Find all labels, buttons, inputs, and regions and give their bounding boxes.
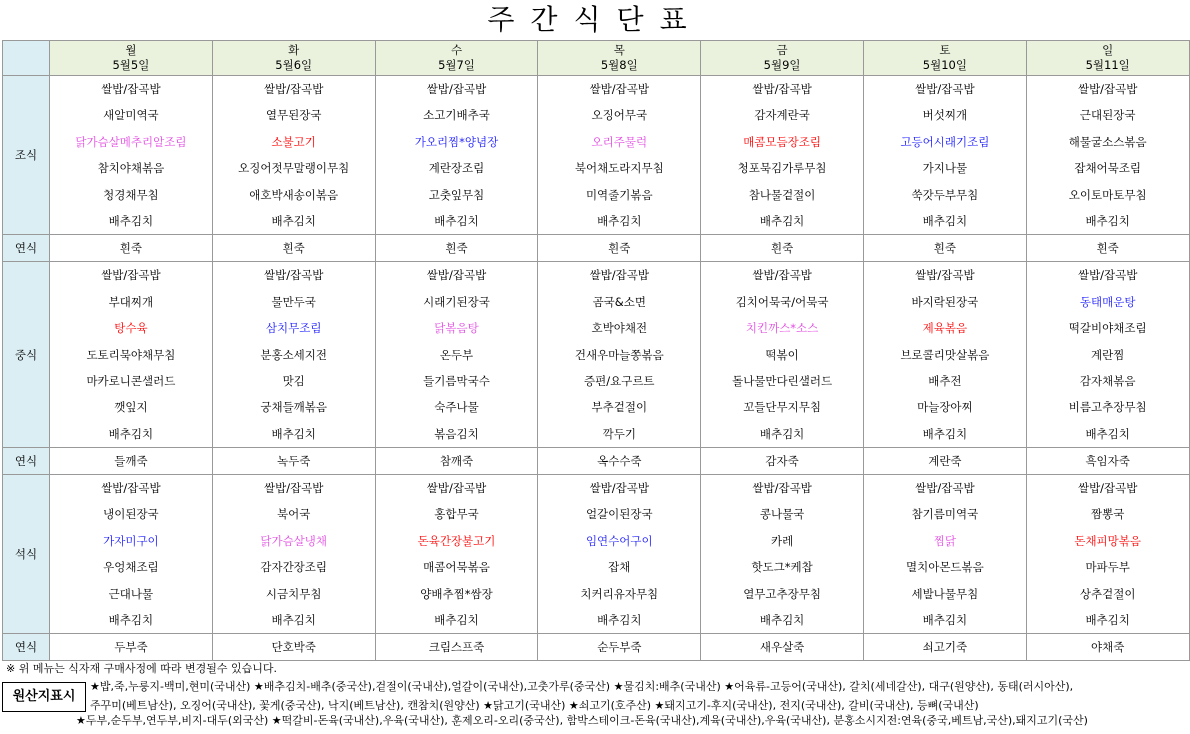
menu-item: 배추김치	[271, 426, 316, 441]
menu-item: 쌀밥/잡곡밥	[101, 82, 161, 96]
origin-text-line-1	[90, 678, 1073, 713]
menu-item: 볶음김치	[434, 426, 479, 441]
menu-item: 배추김치	[108, 613, 154, 628]
menu-item: 닭볶음탕	[434, 321, 479, 336]
menu-item: 궁채들깨볶음	[260, 400, 328, 415]
day-name: 일	[1102, 43, 1114, 57]
menu-item: 닭가슴살메추리알조림	[75, 134, 187, 149]
snack-item: 단호박죽	[212, 634, 375, 661]
origin-text-1b: 주꾸미(베트남산), 오징어(국내산), 꽃게(중국산), 낙지(베트남산), 캔참치(원양산) ★닭고기(국내산) ★쇠고기(호주산) ★돼지고기-후지(국내산), 전지(국내산), 갈비(국내산), 등뼈(국내산)	[90, 699, 979, 712]
menu-item: 꼬들단무지무침	[743, 400, 821, 415]
menu-item: 떡갈비야채조림	[1068, 321, 1147, 336]
day-header	[50, 41, 213, 76]
snack-item: 흑임자죽	[1026, 448, 1189, 475]
meal-label: 연식	[3, 448, 50, 475]
snack3-row	[3, 634, 1190, 661]
menu-cell	[375, 76, 538, 235]
origin-label: 원산지표시	[2, 682, 86, 712]
menu-item: 멸치아몬드볶음	[906, 560, 984, 575]
menu-item: 배추김치	[922, 426, 968, 441]
meal-label: 석식	[3, 475, 50, 634]
origin-text-1a: ★밥,죽,누룽지-백미,현미(국내산) ★배추김치-배추(중국산),겉절이(국내산),얼갈이(국내산),고춧가루(중국산) ★물김치:배추(국내산) ★어육류-고등어(국내산), 갈치(세네갈산), 대구(원양산), 동태(러시아산),	[90, 680, 1074, 693]
menu-cell	[538, 76, 701, 235]
weekly-menu-table	[2, 40, 1190, 661]
menu-cell	[50, 76, 213, 235]
menu-cell	[375, 262, 538, 448]
day-header	[538, 41, 701, 76]
menu-item: 쌀밥/잡곡밥	[589, 82, 649, 96]
day-name: 목	[613, 43, 625, 57]
menu-item: 세발나물무침	[911, 586, 979, 601]
menu-item: 열무된장국	[265, 108, 322, 123]
snack-item: 계란죽	[863, 448, 1026, 475]
menu-item: 배추김치	[1085, 213, 1130, 228]
menu-item: 얼갈이된장국	[585, 507, 653, 522]
menu-item: 배추김치	[1085, 426, 1130, 441]
menu-item: 홍합무국	[434, 507, 479, 522]
menu-item: 쌀밥/잡곡밥	[426, 82, 487, 96]
menu-cell	[375, 475, 538, 634]
menu-item: 숙주나물	[434, 400, 479, 415]
snack-item: 옥수수죽	[538, 448, 701, 475]
menu-item: 도토리묵야채무침	[86, 347, 176, 362]
breakfast-row	[3, 76, 1190, 235]
menu-item: 배추김치	[597, 213, 642, 228]
day-date: 5월7일	[438, 58, 475, 72]
day-header	[701, 41, 864, 76]
menu-item: 닭가슴살냉채	[260, 533, 328, 548]
day-name: 화	[288, 43, 300, 57]
snack-item: 흰죽	[375, 235, 538, 262]
menu-item: 배추김치	[597, 613, 642, 628]
snack-item: 참깨죽	[375, 448, 538, 475]
menu-item: 물만두국	[271, 294, 316, 309]
menu-item: 계란장조림	[428, 161, 485, 176]
menu-cell	[863, 262, 1026, 448]
menu-item: 쌀밥/잡곡밥	[101, 268, 161, 283]
menu-item: 배추김치	[759, 426, 805, 441]
day-date: 5월9일	[763, 58, 801, 72]
menu-item: 쌀밥/잡곡밥	[263, 481, 324, 496]
menu-item: 고춧잎무침	[428, 187, 485, 202]
menu-item: 매콤어묵볶음	[423, 560, 490, 575]
menu-item: 참나물겉절이	[748, 187, 816, 202]
menu-item: 버섯찌개	[922, 108, 968, 123]
meal-label: 중식	[3, 262, 50, 448]
menu-cell	[863, 475, 1026, 634]
corner-cell	[3, 41, 50, 76]
menu-item: 핫도그*케찹	[751, 560, 813, 575]
menu-item: 쌀밥/잡곡밥	[589, 268, 649, 283]
snack-item: 흰죽	[212, 235, 375, 262]
menu-item: 깍두기	[602, 426, 636, 441]
menu-item: 배추김치	[434, 213, 479, 228]
snack-item: 두부죽	[50, 634, 213, 661]
change-notice: ※ 위 메뉴는 식자재 구매사정에 따라 변경될수 있습니다.	[6, 662, 277, 675]
menu-item: 쌀밥/잡곡밥	[752, 82, 812, 96]
menu-cell	[538, 475, 701, 634]
snack-item: 흰죽	[50, 235, 213, 262]
menu-item: 온두부	[439, 347, 474, 362]
menu-item: 쌀밥/잡곡밥	[1077, 481, 1138, 496]
menu-item: 감자채볶음	[1079, 373, 1136, 388]
menu-item: 오징어젓무말랭이무침	[238, 161, 350, 176]
menu-item: 참치야채볶음	[97, 161, 165, 176]
day-date: 5월6일	[275, 58, 313, 72]
day-header	[1026, 41, 1189, 76]
menu-cell	[701, 262, 864, 448]
menu-cell	[1026, 76, 1189, 235]
menu-cell	[212, 475, 375, 634]
menu-item: 건새우마늘쫑볶음	[574, 347, 664, 362]
menu-item: 소불고기	[271, 134, 316, 149]
menu-item: 가지나물	[922, 161, 968, 176]
menu-item: 우엉채조림	[103, 560, 159, 575]
menu-item: 동태매운탕	[1079, 294, 1136, 309]
snack-item: 새우살죽	[701, 634, 864, 661]
menu-item: 바지락된장국	[911, 294, 979, 309]
menu-item: 탕수육	[114, 321, 148, 336]
menu-item: 쌀밥/잡곡밥	[915, 82, 975, 96]
menu-item: 콩나물국	[759, 507, 805, 522]
menu-item: 배추김치	[922, 613, 968, 628]
menu-cell	[50, 475, 213, 634]
menu-item: 애호박새송이볶음	[249, 187, 339, 202]
menu-item: 소고기배추국	[423, 108, 490, 123]
menu-item: 떡볶이	[765, 347, 799, 362]
menu-item: 북어국	[277, 507, 311, 522]
menu-item: 해물굴소스볶음	[1068, 134, 1147, 149]
day-date: 5월8일	[600, 58, 638, 72]
snack-item: 순두부죽	[538, 634, 701, 661]
menu-item: 배추전	[928, 373, 962, 388]
meal-label: 조식	[3, 76, 50, 235]
menu-item: 마파두부	[1085, 560, 1130, 575]
menu-item: 배추김치	[271, 613, 316, 628]
day-name: 월	[125, 43, 137, 57]
page-title: 주간식단표	[487, 3, 703, 36]
menu-item: 마카로니콘샐러드	[86, 373, 176, 388]
snack-item: 흰죽	[1026, 235, 1189, 262]
day-date: 5월10일	[922, 58, 967, 72]
menu-item: 청경채무침	[103, 187, 159, 202]
menu-item: 참기름미역국	[911, 507, 979, 522]
menu-item: 냉이된장국	[103, 507, 159, 522]
menu-item: 잡채	[608, 560, 631, 575]
snack-item: 야채죽	[1026, 634, 1189, 661]
menu-item: 잡채어묵조림	[1074, 161, 1141, 176]
menu-cell	[538, 262, 701, 448]
dinner-row	[3, 475, 1190, 634]
menu-item: 오리주물럭	[591, 134, 648, 149]
menu-item: 시금치무침	[265, 586, 322, 601]
menu-item: 배추김치	[434, 613, 479, 628]
menu-item: 호박야채전	[591, 321, 648, 336]
menu-cell	[701, 475, 864, 634]
menu-item: 임연수어구이	[585, 533, 653, 548]
menu-item: 쌀밥/잡곡밥	[752, 268, 812, 283]
menu-cell	[701, 76, 864, 235]
menu-item: 쌀밥/잡곡밥	[263, 268, 324, 283]
menu-item: 분홍소세지전	[260, 347, 328, 362]
menu-item: 근대나물	[108, 586, 154, 601]
menu-item: 짬뽕국	[1091, 507, 1125, 522]
day-header-row	[3, 41, 1190, 76]
snack1-row	[3, 235, 1190, 262]
menu-item: 돈육간장불고기	[417, 533, 496, 548]
menu-cell	[212, 76, 375, 235]
menu-item: 쌀밥/잡곡밥	[915, 481, 975, 496]
menu-item: 열무고추장무침	[743, 586, 821, 601]
lunch-row	[3, 262, 1190, 448]
menu-item: 쌀밥/잡곡밥	[752, 481, 812, 496]
menu-item: 배추김치	[271, 213, 316, 228]
snack-item: 흰죽	[538, 235, 701, 262]
snack-item: 흰죽	[863, 235, 1026, 262]
menu-cell	[1026, 475, 1189, 634]
day-header	[863, 41, 1026, 76]
menu-item: 김치어묵국/어묵국	[735, 294, 829, 309]
menu-item: 가자미구이	[103, 533, 159, 548]
menu-item: 삼치무조림	[265, 321, 322, 336]
menu-cell	[1026, 262, 1189, 448]
menu-item: 비름고추장무침	[1068, 400, 1147, 415]
snack-item: 녹두죽	[212, 448, 375, 475]
menu-item: 곰국&소면	[592, 294, 646, 309]
menu-item: 들기름막국수	[423, 373, 490, 388]
menu-item: 배추김치	[108, 426, 154, 441]
menu-item: 고등어시래기조림	[900, 134, 990, 149]
menu-item: 쑥갓두부무침	[911, 187, 979, 202]
menu-item: 마늘장아찌	[917, 400, 973, 415]
menu-item: 오이토마토무침	[1068, 187, 1147, 202]
menu-item: 카레	[770, 533, 794, 548]
menu-item: 오징어무국	[591, 108, 648, 123]
meal-label: 연식	[3, 235, 50, 262]
menu-item: 북어채도라지무침	[574, 161, 664, 176]
snack-item: 흰죽	[701, 235, 864, 262]
menu-item: 치킨까스*소스	[745, 321, 819, 336]
menu-item: 배추김치	[1085, 613, 1130, 628]
menu-item: 새알미역국	[103, 108, 159, 123]
day-header	[212, 41, 375, 76]
menu-item: 상추겉절이	[1079, 586, 1136, 601]
day-header	[375, 41, 538, 76]
menu-item: 치커리유자무침	[580, 586, 659, 601]
menu-item: 청포묵김가루무침	[737, 161, 827, 176]
menu-item: 쌀밥/잡곡밥	[263, 82, 324, 96]
menu-item: 시래기된장국	[423, 294, 490, 309]
menu-item: 부대찌개	[108, 294, 154, 309]
menu-item: 계란찜	[1091, 347, 1125, 362]
snack-item: 감자죽	[701, 448, 864, 475]
menu-item: 감자간장조림	[260, 560, 328, 575]
menu-item: 양배추찜*쌈장	[420, 586, 493, 601]
menu-item: 쌀밥/잡곡밥	[426, 268, 487, 283]
menu-item: 돌나물만다린샐러드	[732, 373, 833, 388]
menu-item: 배추김치	[759, 613, 805, 628]
day-date: 5월5일	[112, 58, 150, 72]
snack-item: 쇠고기죽	[863, 634, 1026, 661]
snack2-row	[3, 448, 1190, 475]
day-name: 금	[776, 43, 788, 57]
meal-label: 연식	[3, 634, 50, 661]
day-name: 토	[939, 43, 951, 57]
menu-item: 부추겉절이	[591, 400, 648, 415]
menu-item: 배추김치	[108, 213, 154, 228]
snack-item: 크림스프죽	[375, 634, 538, 661]
menu-item: 배추김치	[759, 213, 805, 228]
menu-cell	[863, 76, 1026, 235]
menu-item: 제육볶음	[922, 321, 968, 336]
menu-item: 쌀밥/잡곡밥	[101, 481, 161, 496]
menu-item: 쌀밥/잡곡밥	[1077, 268, 1138, 283]
menu-item: 깻잎지	[114, 400, 148, 415]
menu-item: 맛김	[282, 373, 305, 388]
menu-item: 배추김치	[922, 213, 968, 228]
menu-item: 브로콜리맛살볶음	[900, 347, 990, 362]
menu-item: 돈채피망볶음	[1074, 533, 1141, 548]
menu-item: 미역줄기볶음	[585, 187, 653, 202]
menu-item: 쌀밥/잡곡밥	[1077, 82, 1138, 96]
menu-item: 쌀밥/잡곡밥	[589, 481, 649, 496]
menu-item: 매콤모듬장조림	[743, 134, 821, 149]
menu-item: 가오리찜*양념장	[414, 134, 499, 149]
snack-item: 들깨죽	[50, 448, 213, 475]
menu-cell	[50, 262, 213, 448]
menu-item: 증편/요구르트	[584, 373, 655, 388]
menu-cell	[212, 262, 375, 448]
day-date: 5월11일	[1085, 58, 1130, 72]
menu-item: 감자계란국	[754, 108, 810, 123]
menu-item: 쌀밥/잡곡밥	[915, 268, 975, 283]
menu-item: 근대된장국	[1079, 108, 1136, 123]
menu-item: 쌀밥/잡곡밥	[426, 481, 487, 496]
day-name: 수	[450, 43, 463, 57]
menu-item: 찜닭	[933, 533, 956, 548]
origin-text-line-2: ★두부,순두부,연두부,비지-대두(외국산) ★떡갈비-돈육(국내산),우육(국내산), 훈제오리-오리(중국산), 함박스테이크-돈육(국내산),계육(국내산),우육(국내산), 분홍소시지전:연육(중국,베트남,국산),돼지고기(국산)	[76, 714, 1088, 727]
